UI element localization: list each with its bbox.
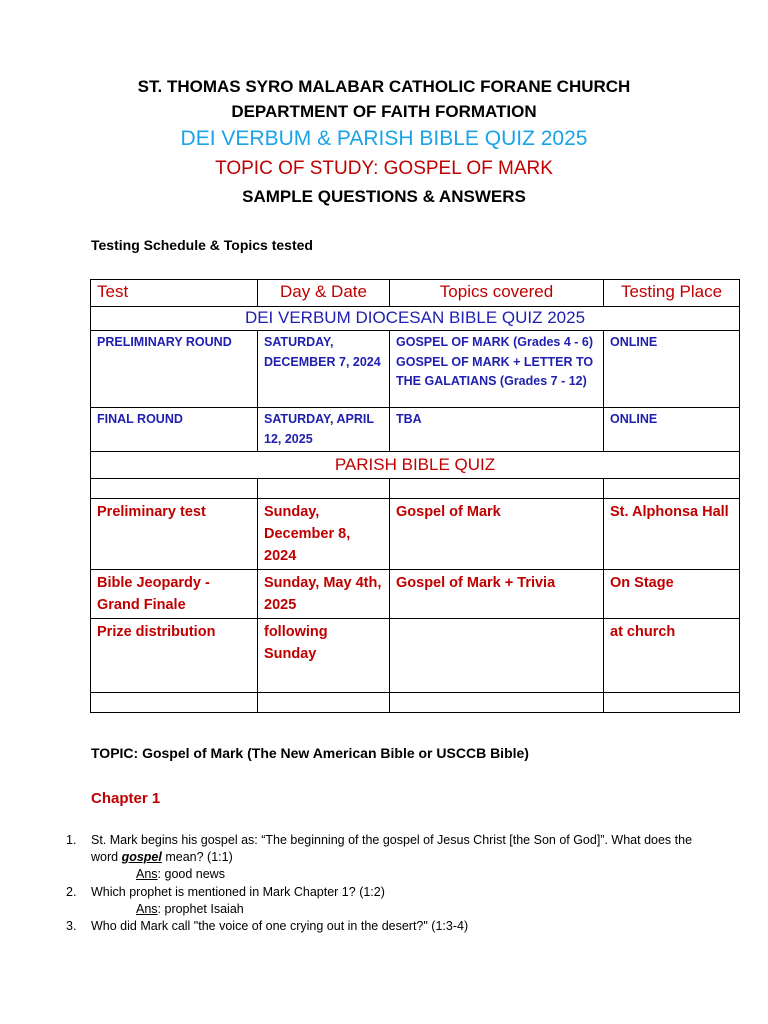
church-name: ST. THOMAS SYRO MALABAR CATHOLIC FORANE CHURCH <box>137 77 631 96</box>
table-row <box>91 331 740 408</box>
table-row <box>91 619 740 693</box>
emphasized-word: gospel <box>121 850 162 864</box>
answer-text: : prophet Isaiah <box>157 902 244 916</box>
section-title-diocesan: DEI VERBUM DIOCESAN BIBLE QUIZ 2025 <box>91 307 740 331</box>
question-text: Which prophet is mentioned in Mark Chapter 1? (1:2) <box>91 885 385 899</box>
cell-place: at church <box>604 619 740 693</box>
cell-date: SATURDAY, APRIL 12, 2025 <box>258 408 390 452</box>
table-header-row <box>91 280 740 307</box>
cell-date: Sunday, December 8, 2024 <box>258 499 390 570</box>
answer <box>136 901 244 918</box>
quiz-title: DEI VERBUM & PARISH BIBLE QUIZ 2025 <box>180 127 588 150</box>
column-header-date: Day & Date <box>258 280 390 307</box>
section-row-diocesan <box>91 307 740 331</box>
cell-topics: Gospel of Mark + Trivia <box>390 570 604 619</box>
table-row <box>91 499 740 570</box>
column-header-test: Test <box>91 280 258 307</box>
section-row-parish <box>91 452 740 479</box>
cell-date: Sunday, May 4th, 2025 <box>258 570 390 619</box>
question-number: 2. <box>66 885 77 899</box>
schedule-table <box>90 279 740 713</box>
table-row-empty <box>91 479 740 499</box>
question-text: St. Mark begins his gospel as: “The beginning of the gospel of Jesus Christ [the Son of God]”. What does the word gospel mean? (1:1) <box>91 833 693 864</box>
cell-place: ONLINE <box>604 331 740 408</box>
topic-of-study: TOPIC OF STUDY: GOSPEL OF MARK <box>215 158 553 179</box>
cell-place: ONLINE <box>604 408 740 452</box>
cell-test: Bible Jeopardy - Grand Finale <box>91 570 258 619</box>
cell-test: Prize distribution <box>91 619 258 693</box>
cell-date: following Sunday <box>258 619 390 693</box>
cell-topics <box>390 619 604 693</box>
topic-line: TOPIC: Gospel of Mark (The New American Bible or USCCB Bible) <box>91 745 529 761</box>
schedule-title: Testing Schedule & Topics tested <box>91 237 313 253</box>
cell-place: On Stage <box>604 570 740 619</box>
answer-label: Ans <box>136 902 158 916</box>
question-number: 1. <box>66 833 77 847</box>
answer-label: Ans <box>136 867 158 881</box>
cell-date: SATURDAY, DECEMBER 7, 2024 <box>258 331 390 408</box>
column-header-topics: Topics covered <box>390 280 604 307</box>
table-row-empty <box>91 693 740 713</box>
answer <box>136 866 225 883</box>
cell-test: FINAL ROUND <box>91 408 258 452</box>
cell-topics: Gospel of Mark <box>390 499 604 570</box>
cell-test: PRELIMINARY ROUND <box>91 331 258 408</box>
department-name: DEPARTMENT OF FAITH FORMATION <box>231 102 537 121</box>
document-subtitle: SAMPLE QUESTIONS & ANSWERS <box>242 187 526 206</box>
cell-place: St. Alphonsa Hall <box>604 499 740 570</box>
question-number: 3. <box>66 919 77 933</box>
table-row <box>91 408 740 452</box>
section-title-parish: PARISH BIBLE QUIZ <box>91 452 740 479</box>
question-text: Who did Mark call "the voice of one crying out in the desert?" (1:3-4) <box>91 919 469 933</box>
column-header-place: Testing Place <box>604 280 740 307</box>
cell-topics: GOSPEL OF MARK (Grades 4 - 6) GOSPEL OF MARK + LETTER TO THE GALATIANS (Grades 7 - 12) <box>390 331 604 408</box>
cell-topics: TBA <box>390 408 604 452</box>
chapter-heading: Chapter 1 <box>91 790 161 807</box>
table-row <box>91 570 740 619</box>
cell-test: Preliminary test <box>91 499 258 570</box>
answer-text: : good news <box>157 867 225 881</box>
